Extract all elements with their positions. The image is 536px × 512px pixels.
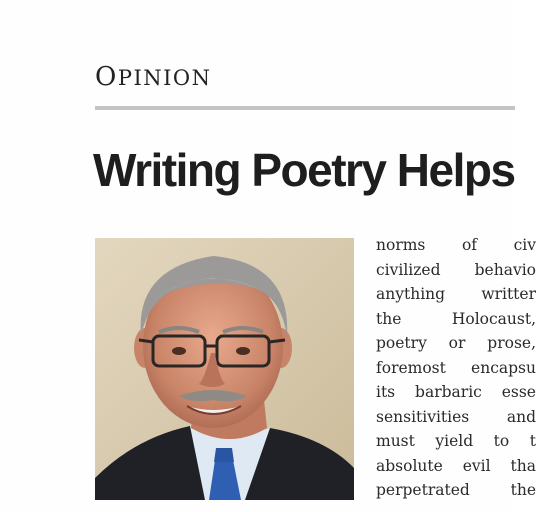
body-line: must yield to t	[376, 432, 536, 450]
section-divider	[95, 106, 515, 110]
article-headline: Writing Poetry Helps	[93, 144, 515, 196]
article-body-column	[376, 233, 536, 503]
section-label	[95, 62, 212, 92]
section-label-rest: PINION	[117, 66, 212, 90]
section-label-initial: O	[95, 62, 118, 92]
body-line: its barbaric esse	[376, 383, 536, 401]
body-line: perpetrated the	[376, 481, 536, 499]
author-portrait-photo	[95, 238, 354, 500]
body-line: civilized behavio	[376, 260, 536, 279]
body-line: sensitivities and	[376, 407, 536, 426]
body-line: absolute evil tha	[376, 456, 536, 475]
body-line: foremost encapsu	[376, 358, 536, 377]
body-line: the Holocaust,	[376, 309, 536, 328]
body-line: anything writter	[376, 285, 536, 303]
body-line: norms of civ	[376, 236, 536, 254]
body-line: poetry or prose,	[376, 334, 536, 352]
